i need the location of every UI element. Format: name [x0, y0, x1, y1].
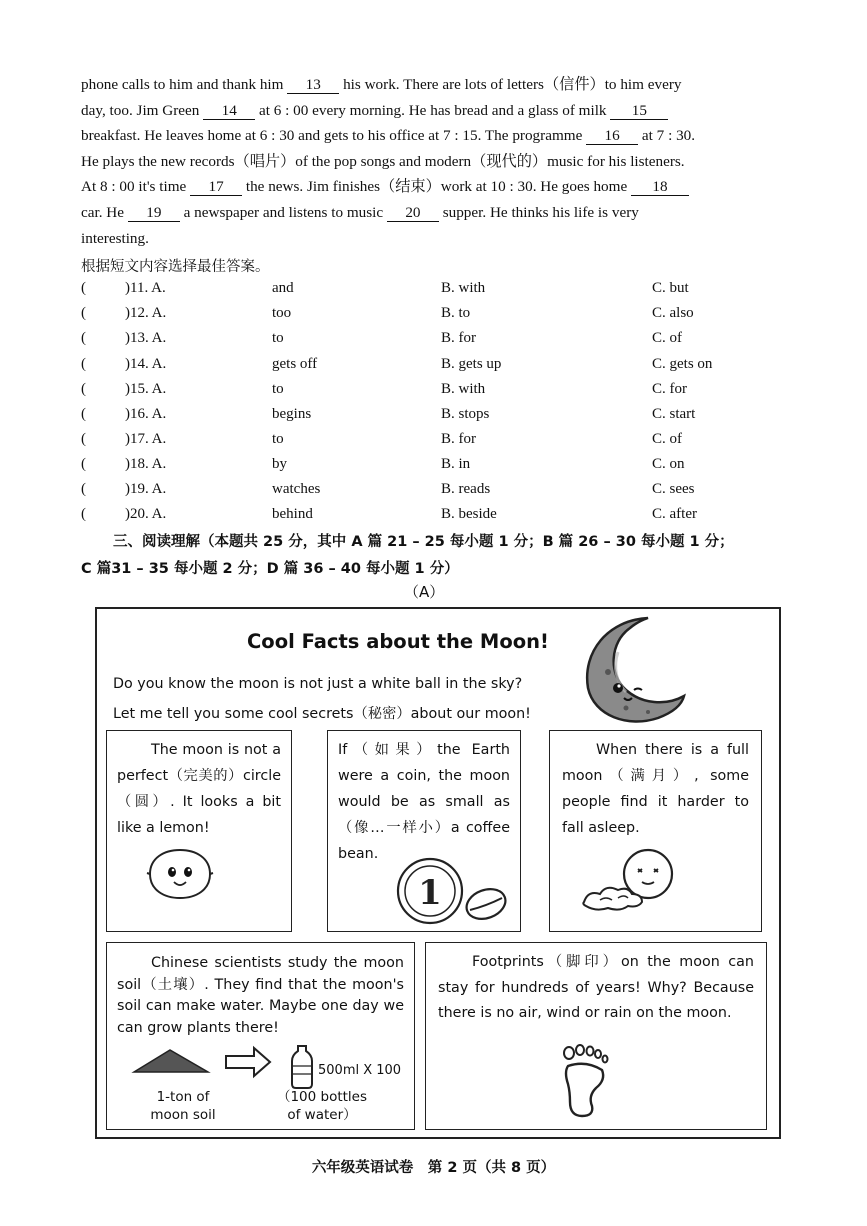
question-row[interactable]: ( )20. A. behind B. beside C. after: [81, 506, 697, 522]
question-row[interactable]: ( )17. A. to B. for C. of: [81, 431, 682, 447]
water-caption: （100 bottles of water）: [276, 1089, 368, 1123]
question-row[interactable]: ( )12. A. too B. to C. also: [81, 305, 694, 321]
question-row[interactable]: ( )16. A. begins B. stops C. start: [81, 406, 696, 422]
footprint-icon: [560, 1044, 612, 1118]
coin-digit: 1: [418, 873, 442, 913]
question-instruction: 根据短文内容选择最佳答案。: [81, 259, 270, 275]
section-heading-line1: 三、阅读理解（本题共 25 分，其中 A 篇 21 – 25 每小题 1 分；B 篇 26 – 30 每小题 1 分；: [113, 534, 734, 550]
blank-16[interactable]: 16: [586, 127, 638, 145]
coin-and-bean-icon: [392, 856, 514, 926]
question-row[interactable]: ( )15. A. to B. with C. for: [81, 381, 687, 397]
part-label: （A）: [404, 583, 445, 601]
section-heading-line2: C 篇31 – 35 每小题 2 分；D 篇 36 – 40 每小题 1 分）: [81, 561, 459, 577]
question-row[interactable]: ( )19. A. watches B. reads C. sees: [81, 481, 695, 497]
crescent-moon-icon: [578, 612, 688, 727]
poster-intro-1: Do you know the moon is not just a white ball in the sky?: [113, 676, 523, 692]
fact-text-coin: If（如果）the Earth were a coin, the moon would be as small as（像…一样小）a coffee bean.: [338, 742, 510, 862]
blank-17[interactable]: 17: [190, 178, 242, 196]
section-heading: [81, 529, 801, 583]
question-row[interactable]: ( )14. A. gets off B. gets up C. gets on: [81, 356, 713, 372]
fact-text-full-moon: When there is a full moon（满月）, some people find it harder to fall asleep.: [562, 742, 749, 836]
sleepy-moon-cloud-icon: [578, 846, 698, 916]
question-row[interactable]: ( )11. A. and B. with C. but: [81, 280, 689, 296]
soil-caption: 1-ton of moon soil: [150, 1089, 216, 1123]
blank-13[interactable]: 13: [287, 76, 339, 94]
passage-line: At 8 : 00 it's time 17 the news. Jim finishes（结束）work at 10 : 30. He goes home 18: [81, 174, 791, 200]
poster-intro-2: Let me tell you some cool secrets（秘密）about our moon!: [113, 706, 531, 722]
fact-text-footprints: Footprints（脚印）on the moon can stay for hundreds of years! Why? Because there is no air, wind or rain on the moon.: [438, 954, 754, 1021]
passage-line: He plays the new records（唱片）of the pop songs and modern（现代的）music for his listeners.: [81, 152, 685, 170]
passage-line: car. He 19 a newspaper and listens to music 20 supper. He thinks his life is very: [81, 203, 639, 221]
lemon-face-icon: [146, 846, 214, 902]
blank-19[interactable]: 19: [128, 204, 180, 222]
passage-line: interesting.: [81, 229, 149, 247]
cloze-passage: [81, 72, 791, 251]
blank-15[interactable]: 15: [610, 102, 668, 120]
poster-title: Cool Facts about the Moon!: [247, 630, 549, 653]
page-footer: 六年级英语试卷 第 2 页（共 8 页）: [311, 1160, 556, 1176]
passage-line: phone calls to him and thank him 13 his work. There are lots of letters（信件）to him every: [81, 76, 682, 93]
fact-text-lemon: The moon is not a perfect（完美的）circle（圆）. It looks a bit like a lemon!: [117, 742, 281, 836]
blank-20[interactable]: 20: [387, 204, 439, 222]
passage-line: day, too. Jim Green 14 at 6 : 00 every morning. He has bread and a glass of milk 15: [81, 98, 791, 124]
question-row[interactable]: ( )13. A. to B. for C. of: [81, 330, 682, 346]
bottle-label: 500ml X 100: [318, 1063, 402, 1078]
passage-line: breakfast. He leaves home at 6 : 30 and gets to his office at 7 : 15. The programme 16 at 7 : 30.: [81, 127, 696, 145]
question-row[interactable]: ( )18. A. by B. in C. on: [81, 456, 685, 472]
blank-18[interactable]: 18: [631, 178, 689, 196]
blank-14[interactable]: 14: [203, 102, 255, 120]
fact-text-moon-soil: Chinese scientists study the moon soil（土壤）. They find that the moon's soil can make water. Maybe one day we can grow plants there!: [117, 955, 404, 1036]
